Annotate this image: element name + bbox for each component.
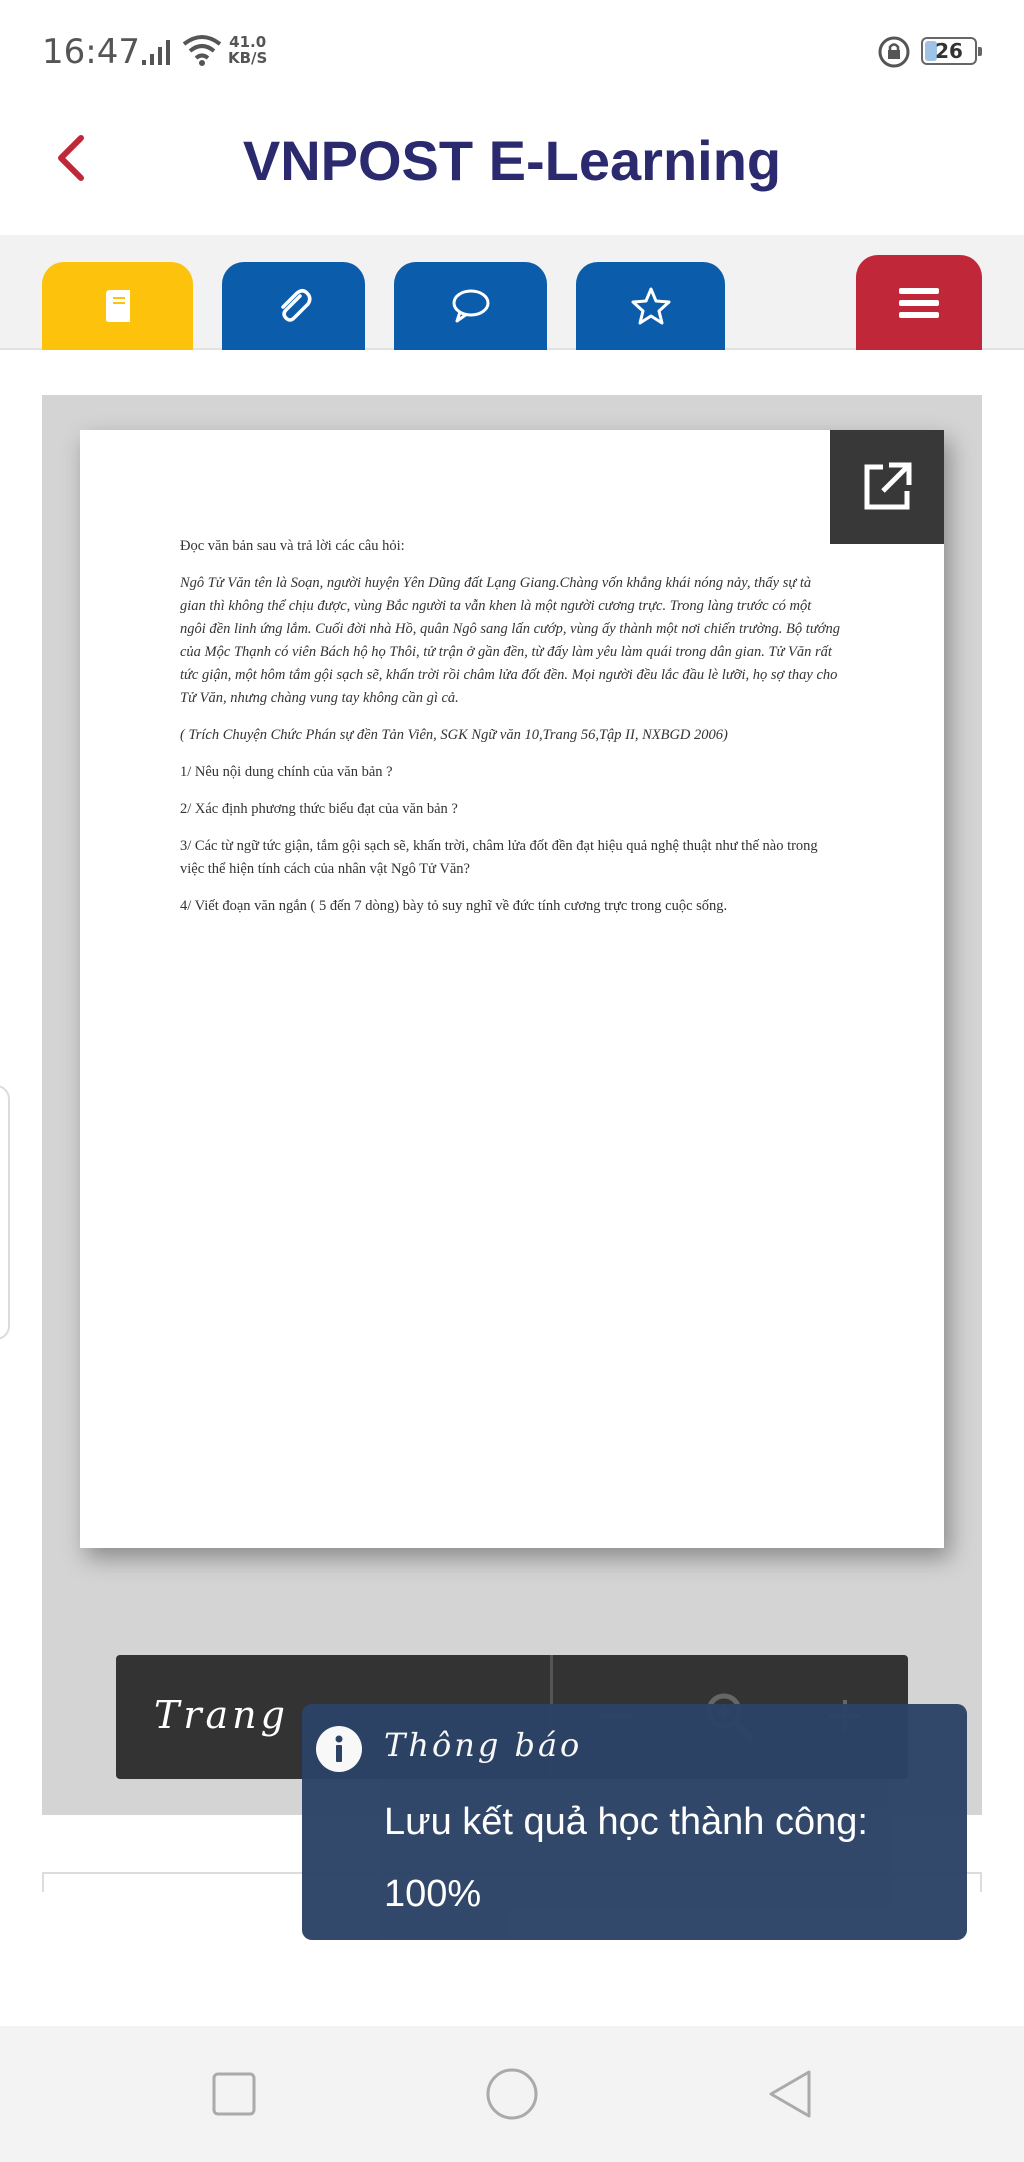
recent-apps-button[interactable]	[200, 2060, 268, 2128]
doc-intro: Đọc văn bản sau và trả lời các câu hỏi:	[180, 538, 405, 554]
doc-passage: Ngô Tử Văn tên là Soạn, người huyện Yên Dũng đất Lạng Giang.Chàng vốn khẳng khái nóng nảy, thấy sự tà gian thì không thể chịu được, vùng Bắc người ta vẫn khen là một người cương trực. Trong làng trước có một ngôi đền linh ứng lắm. Cuối đời nhà Hồ, quân Ngô sang lấn cướp, vùng ấy thành một nơi chiến trường. Bộ tướng của Mộc Thạnh có viên Bách hộ họ Thôi, tử trận ở gần đền, từ đấy làm yêu làm quái trong dân gian. Tử Văn rất tức giận, một hôm tắm gội sạch sẽ, khấn trời rồi châm lửa đốt đền. Mọi người đều lắc đầu lè lưỡi, họ sợ thay cho Tử Văn, nhưng chàng vung tay không cần gì cả.	[180, 575, 840, 706]
speed-unit: KB/S	[228, 49, 268, 67]
tab-comments[interactable]	[394, 262, 547, 350]
side-drawer-handle[interactable]	[0, 1085, 10, 1340]
document-text	[180, 535, 840, 932]
app-header	[0, 100, 1024, 235]
rotation-lock-icon	[876, 34, 912, 70]
wifi-icon	[180, 32, 224, 68]
doc-question-1: 1/ Nêu nội dung chính của văn bản ?	[180, 764, 393, 780]
open-external-icon	[859, 459, 915, 515]
speed-value: 41.0	[229, 33, 267, 51]
page-title: VNPOST E-Learning	[242, 129, 782, 192]
back-nav-button[interactable]	[756, 2060, 824, 2128]
tab-document[interactable]	[42, 262, 193, 350]
status-time: 16:47	[42, 32, 140, 72]
star-icon	[630, 286, 672, 326]
battery-level: 26	[935, 39, 963, 63]
info-icon	[316, 1726, 362, 1772]
doc-source: ( Trích Chuyện Chức Phán sự đền Tản Viên, SGK Ngữ văn 10,Trang 56,Tập II, NXBGD 2006)	[180, 727, 728, 743]
toast-message: Lưu kết quả học thành công: 100%	[384, 1801, 868, 1915]
comment-icon	[450, 287, 492, 325]
open-external-button[interactable]	[830, 430, 944, 544]
book-icon	[98, 286, 138, 326]
menu-icon	[897, 285, 941, 321]
home-button[interactable]	[478, 2060, 546, 2128]
doc-question-3: 3/ Các từ ngữ tức giận, tắm gội sạch sẽ, khấn trời, châm lửa đốt đền đạt hiệu quả nghệ thuật như thế nào trong việc thể hiện tính cách của nhân vật Ngô Tử Văn?	[180, 838, 818, 877]
status-bar	[0, 0, 1024, 100]
page-label: Trang	[154, 1693, 289, 1737]
notification-toast[interactable]	[302, 1704, 967, 1940]
doc-question-2: 2/ Xác định phương thức biểu đạt của văn bản ?	[180, 801, 458, 817]
toast-title: Thông báo	[384, 1726, 583, 1764]
network-speed	[228, 34, 267, 66]
battery-icon	[921, 37, 977, 65]
tab-toolbar	[0, 235, 1024, 350]
menu-button[interactable]	[856, 255, 982, 350]
system-nav-bar	[0, 2026, 1024, 2162]
circle-icon	[484, 2066, 540, 2122]
signal-icon	[140, 38, 176, 66]
square-icon	[210, 2070, 258, 2118]
paperclip-icon	[274, 286, 314, 326]
triangle-back-icon	[765, 2068, 815, 2120]
tab-attachments[interactable]	[222, 262, 365, 350]
doc-question-4: 4/ Viết đoạn văn ngắn ( 5 đến 7 dòng) bày tỏ suy nghĩ về đức tính cương trực trong cuộc sống.	[180, 898, 728, 914]
tab-favorites[interactable]	[576, 262, 725, 350]
